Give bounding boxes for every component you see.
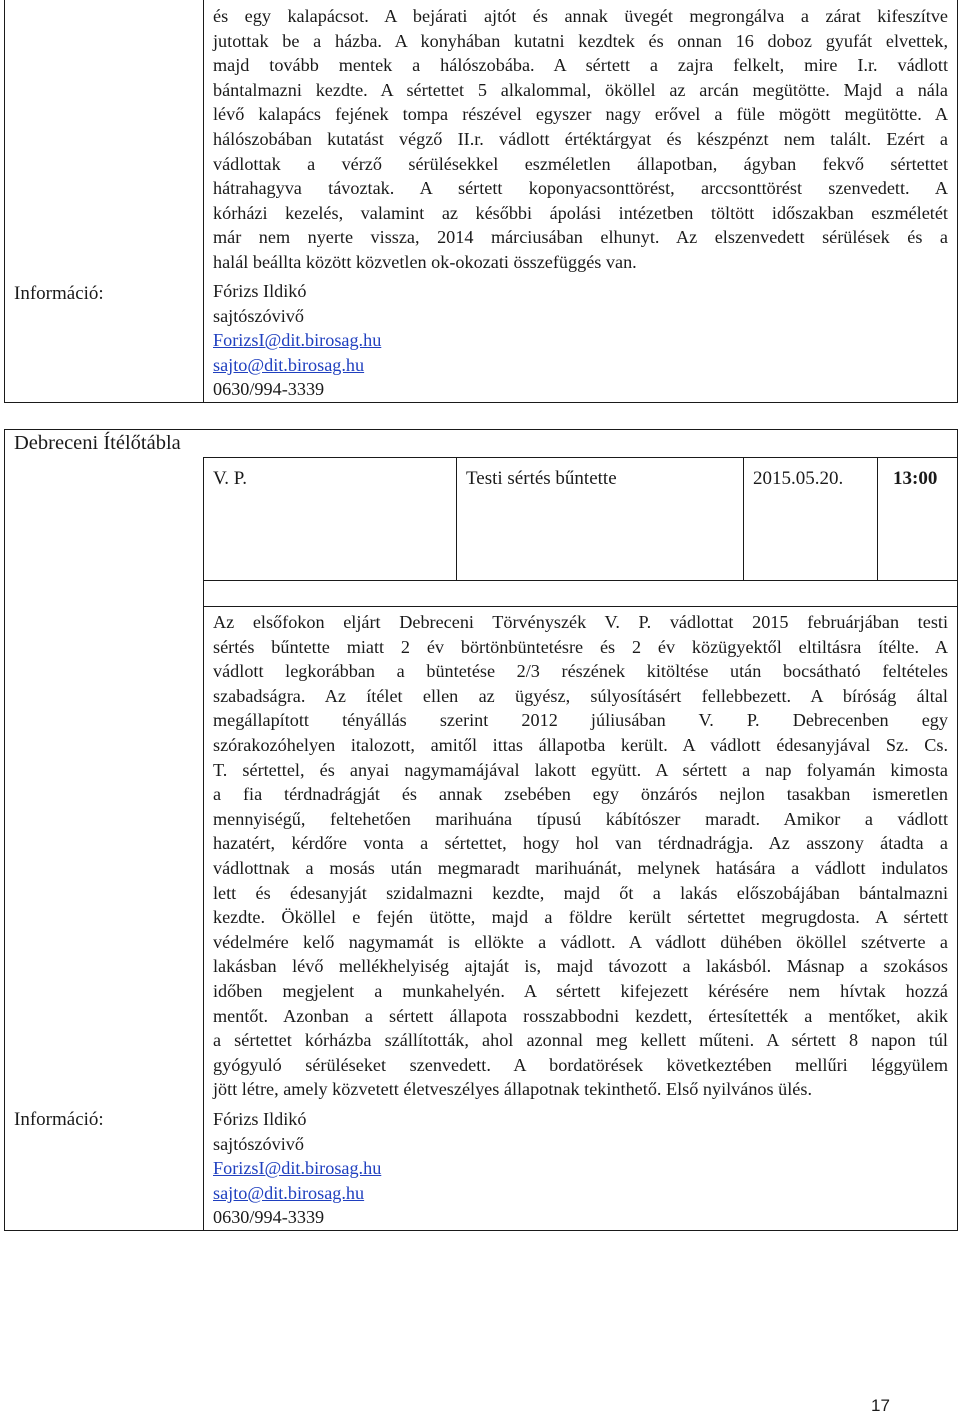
contact-phone: 0630/994-3339 — [213, 379, 325, 400]
contact-name: Fórizs Ildikó — [213, 281, 307, 301]
text-line: időben megjelent a munkahelyén. A sértett kifejezett kérésére nem hívtak hozzá — [213, 980, 948, 1001]
contact-role: sajtószóvivő — [213, 1133, 304, 1154]
text-line: jutottak be a házba. A konyhában kutatni kezdtek és onnan 16 doboz gyufát elvettek, — [213, 30, 948, 51]
email-link[interactable]: sajto@dit.birosag.hu — [213, 1182, 365, 1203]
text-line: vádlottak a vérző sérülésekkel eszméletlen állapotban, ágyban fekvő sértettet — [213, 153, 948, 174]
text-line: bántalmazni kezdte. A sértettet 5 alkalommal, ököllel az arcán megütötte. Majd a nála — [213, 79, 948, 100]
text-line: lakásban lévő mellékhelyiség ajtaját is, majd távozott a lakásból. Másnap a szokásos — [213, 956, 948, 977]
text-line: szórakozóhelyen italozott, amitől ittas állapotba került. A vádlott édesanyjával Sz. Cs. — [213, 734, 948, 755]
text-line: hazatért, kérdőre vonta a sértettet, hogy hol van térdnadrágja. Az asszony átadta a — [213, 833, 948, 854]
info-label-1: Információ: — [14, 283, 104, 304]
offense-cell: Testi sértés bűntette — [466, 468, 617, 489]
defendant-cell: V. P. — [213, 468, 247, 489]
text-line: jött létre, amely közvetett életveszélyes állapotnak tekinthető. Első nyilvános ülés. — [213, 1079, 812, 1100]
page-number: 17 — [871, 1396, 890, 1415]
contact-name: Fórizs Ildikó — [213, 1109, 307, 1129]
contact-role: sajtószóvivő — [213, 305, 304, 326]
text-line: a fia térdnadrágját és annak zsebében egy önzárós nejlon tasakban ismeretlen — [213, 784, 948, 805]
text-line: már nem nyerte vissza, 2014 márciusában elhunyt. Az elszenvedett sérülések és a — [213, 227, 948, 248]
text-line: Az elsőfokon eljárt Debreceni Törvényszék V. P. vádlottat 2015 februárjában testi — [213, 612, 948, 632]
text-line: hátrahagyva távoztak. A sértett koponyacsonttörést, arccsonttörést szenvedett. A — [213, 178, 948, 199]
text-line: halál beállta között közvetlen ok-okozati összefüggés van. — [213, 251, 637, 272]
text-line: majd tovább mentek a hálószobába. A sértett a zajra felkelt, mire I.r. vádlott — [213, 55, 948, 76]
text-line: T. sértettel, és anyai nagymamájával lakott együtt. A sértett a nap folyamán kimosta — [213, 759, 948, 780]
email-link[interactable]: sajto@dit.birosag.hu — [213, 354, 365, 375]
text-line: védelmére kelő nagymamát is ellökte a vádlott. A vádlott dühében ököllel szétverte a — [213, 931, 948, 952]
text-line: vádlott legkorábban a büntetése 2/3 részének kitöltése után bocsátható feltételes — [213, 661, 948, 682]
text-line: hálószobában kutatást végző II.r. vádlott értéktárgyat és készpénzt nem talált. Ezért a — [213, 128, 948, 149]
court-name: Debreceni Ítélőtábla — [14, 432, 181, 454]
case-description-1 — [213, 4, 948, 275]
case-description-2 — [213, 610, 948, 1102]
text-line: és egy kalapácsot. A bejárati ajtót és annak üvegét megrongálva a zárat kifeszítve — [213, 6, 948, 26]
description-text — [213, 4, 948, 275]
contact-block-1 — [213, 279, 381, 402]
text-line: mennyiségű, feltehetően marihuána típusú kábítószer maradt. Amikor a vádlott — [213, 808, 948, 829]
text-line: vádlottnak a mosás után megmaradt marihuánát, melynek hatására a vádlott indulatos — [213, 857, 948, 878]
text-line: lévő kalapács fejének tompa részével egyszer nagy erővel a füle mögött megütötte. A — [213, 104, 948, 125]
text-line: kórházi kezelés, valamint az későbbi ápolási intézetben töltött időszakban eszméletét — [213, 202, 948, 223]
text-line: lett és édesanyját szidalmazni kezdte, majd őt a lakás előszobájában bántalmazni — [213, 882, 948, 903]
info-label-2: Információ: — [14, 1109, 104, 1130]
text-line: gyógyuló sérüléseket szenvedett. A bordatörések következtében mellűri léggyülem — [213, 1054, 948, 1075]
email-link[interactable]: ForizsI@dit.birosag.hu — [213, 1158, 382, 1179]
description-text — [213, 610, 948, 1102]
time-cell: 13:00 — [893, 468, 938, 489]
contact-phone: 0630/994-3339 — [213, 1207, 325, 1228]
email-link[interactable]: ForizsI@dit.birosag.hu — [213, 330, 382, 351]
text-line: sértés bűntette miatt 2 év börtönbüntetésre és 2 év közügyektől eltiltásra ítélte. A — [213, 636, 948, 657]
text-line: kezdte. Ököllel e fején ütötte, majd a földre került sértettet megrugdosta. A sértett — [213, 907, 948, 928]
text-line: a sértettet kórházba szállították, ahol azonnal meg kellett műteni. A sértett 8 napon túl — [213, 1030, 948, 1051]
text-line: megállapított tényállás szerint 2012 júliusában V. P. Debrecenben egy — [213, 710, 948, 731]
contact-block-2 — [213, 1107, 381, 1230]
date-cell: 2015.05.20. — [753, 468, 844, 489]
text-line: mentőt. Azonban a sértett állapota rosszabbodni kezdett, értesítették a mentőket, akik — [213, 1005, 948, 1026]
text-line: szabadságra. Az ítélet ellen az ügyész, súlyosításért fellebbezett. A bíróság által — [213, 685, 948, 706]
